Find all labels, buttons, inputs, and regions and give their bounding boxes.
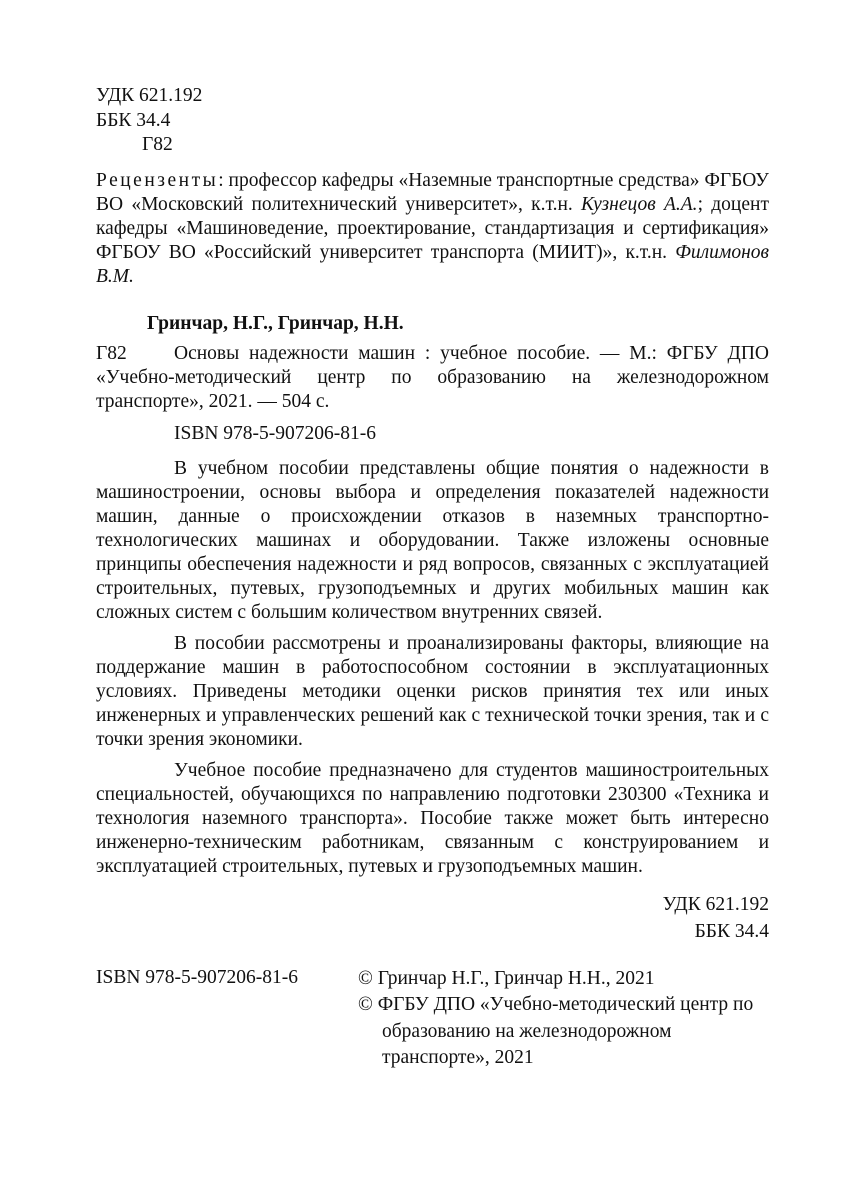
abstract-paragraph-2: В пособии рассмотрены и проанализированы факторы, влияющие на поддержание машин в работоспособном состоянии в эксплуатационных условиях. Приведены методики оценки рисков принятия тех или иных инженерных и управленческих решений как с технической точки зрения, так и с точки зрения экономики. <box>96 632 769 750</box>
udk-code: УДК 621.192 <box>96 85 203 106</box>
right-classification-codes <box>96 891 769 945</box>
classification-codes <box>96 84 769 158</box>
bottom-block <box>96 966 769 1066</box>
bbk-code-right: ББК 34.4 <box>694 920 769 942</box>
copyright-page <box>96 84 769 1066</box>
biblio-author-mark: Г82 <box>96 342 127 364</box>
abstract-paragraph-1: В учебном пособии представлены общие понятия о надежности в машиностроении, основы выбора и определения показателей надежности машин, данные о происхождении отказов в наземных транспортно-технологических машинах и оборудовании. Также изложены основные принципы обеспечения надежности и ряд вопросов, связанных с эксплуатацией строительных, путевых, грузоподъемных и других мобильных машин как сложных систем с большим количеством внутренних связей. <box>96 457 769 623</box>
reviewers-text-1: : профессор кафедры «Наземные транспортные средства» ФГБОУ ВО «Московский политехнический университет», к.т.н. <box>96 169 769 215</box>
isbn-bottom: ISBN 978-5-907206-81-6 <box>96 966 299 988</box>
bbk-code: ББК 34.4 <box>96 109 171 131</box>
copyright-publisher: © ФГБУ ДПО «Учебно-методический центр по образованию на железнодорожном транспорте», 2021 <box>358 994 754 1068</box>
authors-heading: Гринчар, Н.Г., Гринчар, Н.Н. <box>147 312 404 334</box>
copyright-block <box>358 966 778 1072</box>
reviewers-paragraph <box>96 169 769 289</box>
udk-code-right: УДК 621.192 <box>662 893 769 915</box>
reviewer-name-1: Кузнецов А.А. <box>581 193 698 215</box>
isbn-line: ISBN 978-5-907206-81-6 <box>174 422 377 444</box>
reviewers-text-2: ; доцент кафедры «Машиноведение, проектирование, стандартизация и сертификация» ФГБОУ ВО «Российский университет транспорта (МИИТ)», к.т.н. <box>96 193 769 263</box>
copyright-authors: © Гринчар Н.Г., Гринчар Н.Н., 2021 <box>358 967 655 989</box>
reviewers-label: Рецензенты <box>96 169 219 191</box>
bibliographic-record <box>96 342 769 414</box>
reviewer-name-2: Филимонов В.М. <box>96 241 769 287</box>
abstract-paragraph-3: Учебное пособие предназначено для студентов машиностроительных специальностей, обучающихся по направлению подготовки 230300 «Техника и технология наземного транспорта». Пособие также может быть интересно инженерно-техническим работникам, связанным с конструированием и эксплуатацией строительных, путевых и грузоподъемных машин. <box>96 759 769 877</box>
abstract <box>96 457 769 879</box>
bibliographic-description: Основы надежности машин : учебное пособие. — М.: ФГБУ ДПО «Учебно-методический центр по образованию на железнодорожном транспорте», 2021. — 504 с. <box>96 342 769 412</box>
author-mark: Г82 <box>142 134 173 155</box>
